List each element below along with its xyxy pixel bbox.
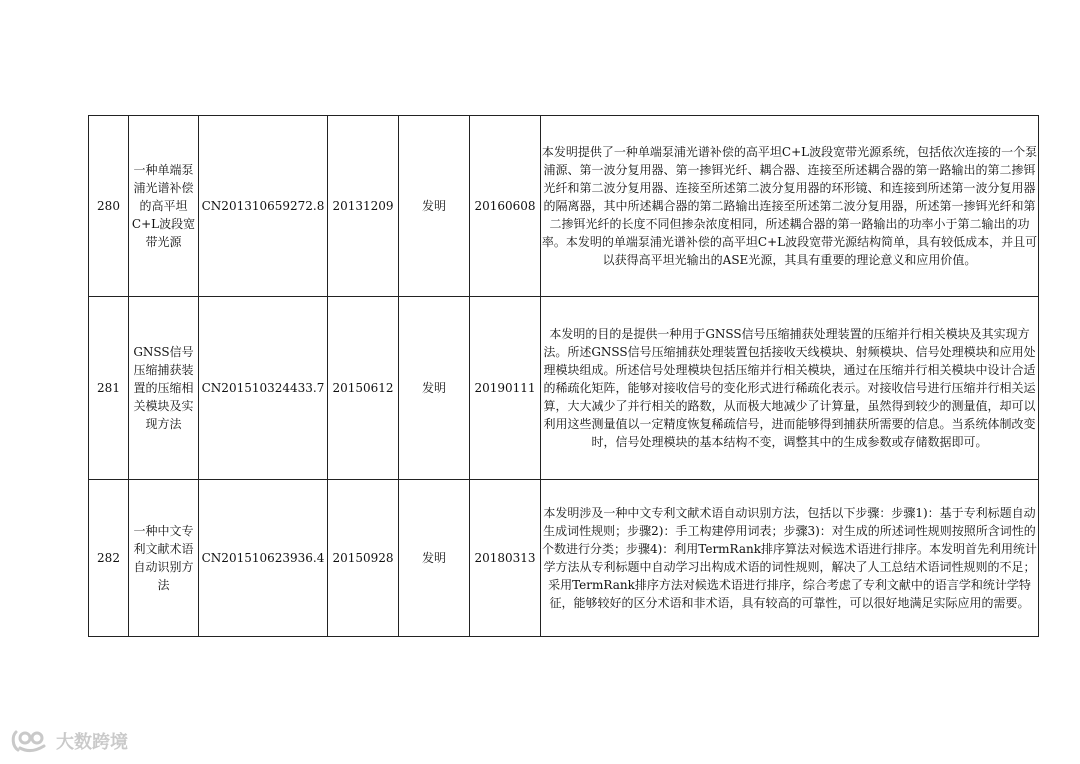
row-number: 282 [89,480,129,637]
application-date: 20150928 [328,480,399,637]
application-number: CN201510324433.7 [199,297,328,480]
application-number: CN201510623936.4 [199,480,328,637]
watermark-text: 大数跨境 [56,732,128,753]
patent-name: GNSS信号压缩捕获装置的压缩相关模块及实现方法 [129,297,199,480]
table-row [89,297,1039,480]
watermark [10,728,128,754]
brand-logo-icon [10,728,50,754]
application-date: 20131209 [328,116,399,297]
patent-abstract: 本发明提供了一种单端泵浦光谱补偿的高平坦C+L波段宽带光源系统，包括依次连接的一个泵浦源、第一波分复用器、第一掺铒光纤、耦合器、连接至所述耦合器的第一路输出的第二掺铒光纤和第二波分复用器、连接至所述第二波分复用器的环形镜、和连接到所述第一波分复用器的隔离器，其中所述耦合器的第二路输出连接至所述第二波分复用器，所述第一掺铒光纤和第二掺铒光纤的长度不同但掺杂浓度相同，所述耦合器的第一路输出的功率小于第二输出的功率。本发明的单端泵浦光谱补偿的高平坦C+L波段宽带光源结构简单，具有较低成本，并且可以获得高平坦光输出的ASE光源，其具有重要的理论意义和应用价值。 [541,116,1039,297]
table-row [89,480,1039,637]
publication-date: 20180313 [470,480,541,637]
patent-abstract: 本发明的目的是提供一种用于GNSS信号压缩捕获处理装置的压缩并行相关模块及其实现方法。所述GNSS信号压缩捕获处理装置包括接收天线模块、射频模块、信号处理模块和应用处理模块组成。所述信号处理模块包括压缩并行相关模块，通过在压缩并行相关模块中设计合适的稀疏化矩阵，能够对接收信号的变化形式进行稀疏化表示。对接收信号进行压缩并行相关运算，大大减少了并行相关的路数，从而极大地减少了计算量，虽然得到较少的测量值，却可以利用这些测量值以一定精度恢复稀疏信号，进而能够得到捕获所需要的信息。当系统体制改变时，信号处理模块的基本结构不变，调整其中的生成参数或存储数据即可。 [541,297,1039,480]
row-number: 280 [89,116,129,297]
patent-name: 一种单端泵浦光谱补偿的高平坦C+L波段宽带光源 [129,116,199,297]
publication-date: 20190111 [470,297,541,480]
application-date: 20150612 [328,297,399,480]
row-number: 281 [89,297,129,480]
patent-type: 发明 [399,297,470,480]
patent-type: 发明 [399,116,470,297]
patent-table [88,115,1039,637]
patent-name: 一种中文专利文献术语自动识别方法 [129,480,199,637]
patent-type: 发明 [399,480,470,637]
publication-date: 20160608 [470,116,541,297]
patent-abstract: 本发明涉及一种中文专利文献术语自动识别方法，包括以下步骤：步骤1)：基于专利标题自动生成词性规则；步骤2)：手工构建停用词表；步骤3)：对生成的所述词性规则按照所含词性的个数进行分类；步骤4)：利用TermRank排序算法对候选术语进行排序。本发明首先利用统计学方法从专利标题中自动学习出构成术语的词性规则，解决了人工总结术语词性规则的不足；采用TermRank排序方法对候选术语进行排序，综合考虑了专利文献中的语言学和统计学特征，能够较好的区分术语和非术语，具有较高的可靠性，可以很好地满足实际应用的需要。 [541,480,1039,637]
table-row [89,116,1039,297]
application-number: CN201310659272.8 [199,116,328,297]
